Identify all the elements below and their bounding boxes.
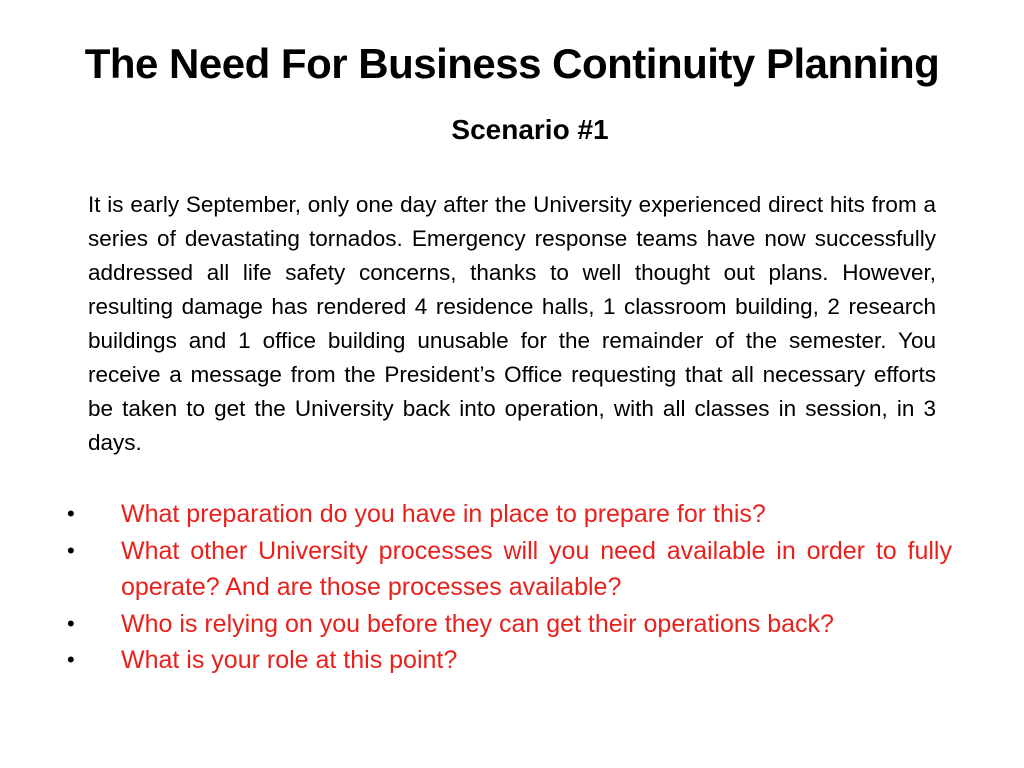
bullet-icon: • xyxy=(67,647,75,672)
question-text: What preparation do you have in place to prepare for this? xyxy=(121,500,766,528)
question-item xyxy=(62,642,952,679)
bullet-icon: • xyxy=(67,501,75,526)
slide-subtitle: Scenario #1 xyxy=(451,114,609,145)
bullet-icon: • xyxy=(67,537,75,563)
scenario-paragraph: It is early September, only one day after the University experienced direct hits from a series of devastating tornados. Emergency response teams have now successfully addressed all life safety concerns, thanks to well thought out plans. However, resulting damage has rendered 4 residence halls, 1 classroom building, 2 research buildings and 1 office building unusable for the remainder of the semester. You receive a message from the President’s Office requesting that all necessary efforts be taken to get the University back into operation, with all classes in session, in 3 days. xyxy=(88,192,936,455)
bullet-icon: • xyxy=(67,610,75,636)
question-list xyxy=(62,496,952,679)
slide-title: The Need For Business Continuity Planning xyxy=(84,40,940,87)
question-item xyxy=(62,606,952,643)
question-item xyxy=(62,496,952,533)
question-text: What is your role at this point? xyxy=(121,646,458,674)
question-text: Who is relying on you before they can get their operations back? xyxy=(121,609,834,638)
question-item xyxy=(62,533,952,606)
question-text: What other University processes will you need available in order to fully operate? And are those processes available? xyxy=(121,536,952,601)
